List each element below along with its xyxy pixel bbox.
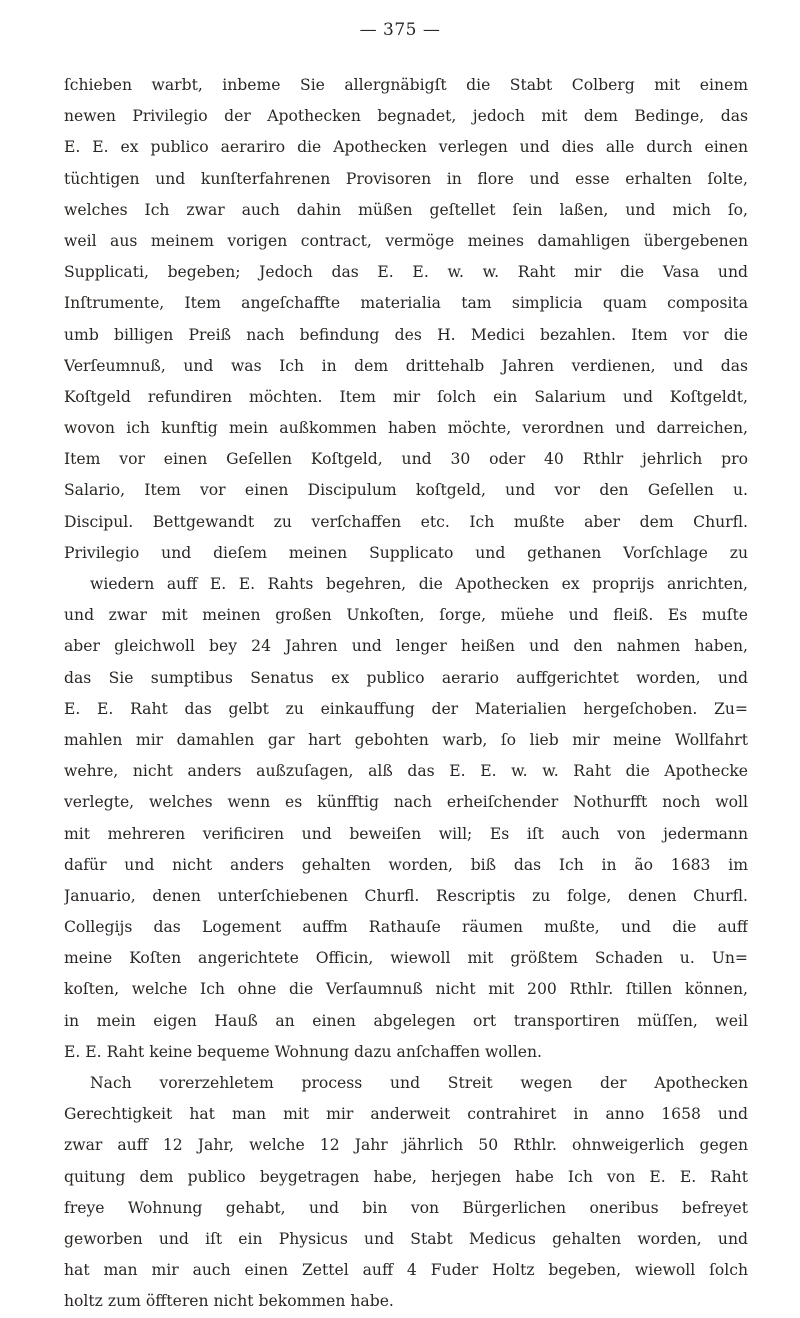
text-line: Inſtrumente, Item angeſchaffte materialia tam simplicia quam composita [64, 294, 748, 313]
text-line: verlegte, welches wenn es künfftig nach erheiſchender Nothurfft noch woll [64, 793, 748, 812]
text-line: Koſtgeld refundiren möchten. Item mir ſolch ein Salarium und Koſtgeldt, [64, 387, 748, 406]
text-line: wehre, nicht anders außzuſagen, alß das E. E. w. w. Raht die Apothecke [64, 762, 748, 781]
text-line: Privilegio und dieſem meinen Supplicato und gethanen Vorſchlage zu [64, 543, 748, 562]
text-line: hat man mir auch einen Zettel auff 4 Fuder Holtz begeben, wiewoll ſolch [64, 1261, 748, 1280]
text-line: E. E. Raht keine bequeme Wohnung dazu anſchaffen wollen. [64, 1042, 542, 1061]
text-line: newen Privilegio der Apothecken begnadet, jedoch mit dem Bedinge, das [64, 107, 748, 126]
text-line: E. E. Raht das gelbt zu einkauffung der Materialien hergeſchoben. Zu= [64, 699, 748, 718]
text-line: welches Ich zwar auch dahin müßen geſtellet ſein laßen, und mich ſo, [64, 200, 748, 219]
text-line: E. E. ex publico aerariro die Apothecken verlegen und dies alle durch einen [64, 138, 748, 157]
text-line: weil aus meinem vorigen contract, vermöge meines damahligen übergebenen [64, 231, 748, 250]
page-number: — 375 — [359, 20, 441, 40]
text-line: dafür und nicht anders gehalten worden, biß das Ich in ão 1683 im [64, 855, 748, 874]
text-line: meine Koſten angerichtete Officin, wiewoll mit größtem Schaden u. Un= [64, 949, 748, 968]
text-line: quitung dem publico beygetragen habe, herjegen habe Ich von E. E. Raht [64, 1167, 748, 1186]
text-line: geworben und iſt ein Physicus und Stabt Medicus gehalten worden, und [64, 1229, 748, 1248]
text-line: Nach vorerzehletem process und Streit wegen der Apothecken [90, 1074, 748, 1092]
text-line: Discipul. Bettgewandt zu verſchaffen etc. Ich mußte aber dem Churfl. [64, 512, 748, 531]
text-line: wovon ich kunftig mein außkommen haben möchte, verordnen und darreichen, [64, 419, 748, 438]
text-line: Item vor einen Geſellen Koſtgeld, und 30 oder 40 Rthlr jehrlich pro [64, 450, 748, 469]
text-line: aber gleichwoll bey 24 Jahren und lenger heißen und den nahmen haben, [64, 637, 748, 656]
text-line: und zwar mit meinen großen Unkoſten, ſorge, müehe und fleiß. Es muſte [64, 606, 748, 625]
text-line: wiedern auff E. E. Rahts begehren, die Apothecken ex proprijs anrichten, [90, 575, 748, 593]
text-line: mahlen mir damahlen gar hart gebohten warb, ſo lieb mir meine Wollfahrt [64, 730, 748, 749]
text-line: ſchieben warbt, inbeme Sie allergnäbigſt die Stabt Colberg mit einem [64, 76, 748, 94]
body-text [64, 70, 748, 1318]
text-line: Januario, denen unterſchiebenen Churfl. Rescriptis zu folge, denen Churfl. [64, 886, 748, 905]
text-line: koſten, welche Ich ohne die Verſaumnuß nicht mit 200 Rthlr. ſtillen können, [64, 980, 748, 999]
text-line: Collegijs das Logement auffm Rathauſe räumen mußte, und die auff [64, 918, 748, 937]
text-line: freye Wohnung gehabt, und bin von Bürgerlichen oneribus befreyet [64, 1198, 748, 1217]
text-line: Verſeumnuß, und was Ich in dem drittehalb Jahren verdienen, und das [64, 356, 748, 375]
text-line: Supplicati, begeben; Jedoch das E. E. w. w. Raht mir die Vasa und [64, 263, 748, 282]
text-line: holtz zum öffteren nicht bekommen habe. [64, 1292, 394, 1311]
text-line: das Sie sumptibus Senatus ex publico aerario auffgerichtet worden, und [64, 668, 748, 687]
text-line: Salario, Item vor einen Discipulum koſtgeld, und vor den Geſellen u. [64, 481, 748, 500]
text-line: tüchtigen und kunſterfahrenen Provisoren in flore und esse erhalten ſolte, [64, 169, 748, 188]
text-line: zwar auff 12 Jahr, welche 12 Jahr jährlich 50 Rthlr. ohnweigerlich gegen [64, 1136, 748, 1155]
text-line: mit mehreren verificiren und beweiſen will; Es iſt auch von jedermann [64, 824, 748, 843]
text-line: in mein eigen Hauß an einen abgelegen ort transportiren müſſen, weil [64, 1011, 748, 1030]
text-line: Gerechtigkeit hat man mit mir anderweit contrahiret in anno 1658 und [64, 1105, 748, 1124]
text-line: umb billigen Preiß nach befindung des H. Medici bezahlen. Item vor die [64, 325, 748, 344]
